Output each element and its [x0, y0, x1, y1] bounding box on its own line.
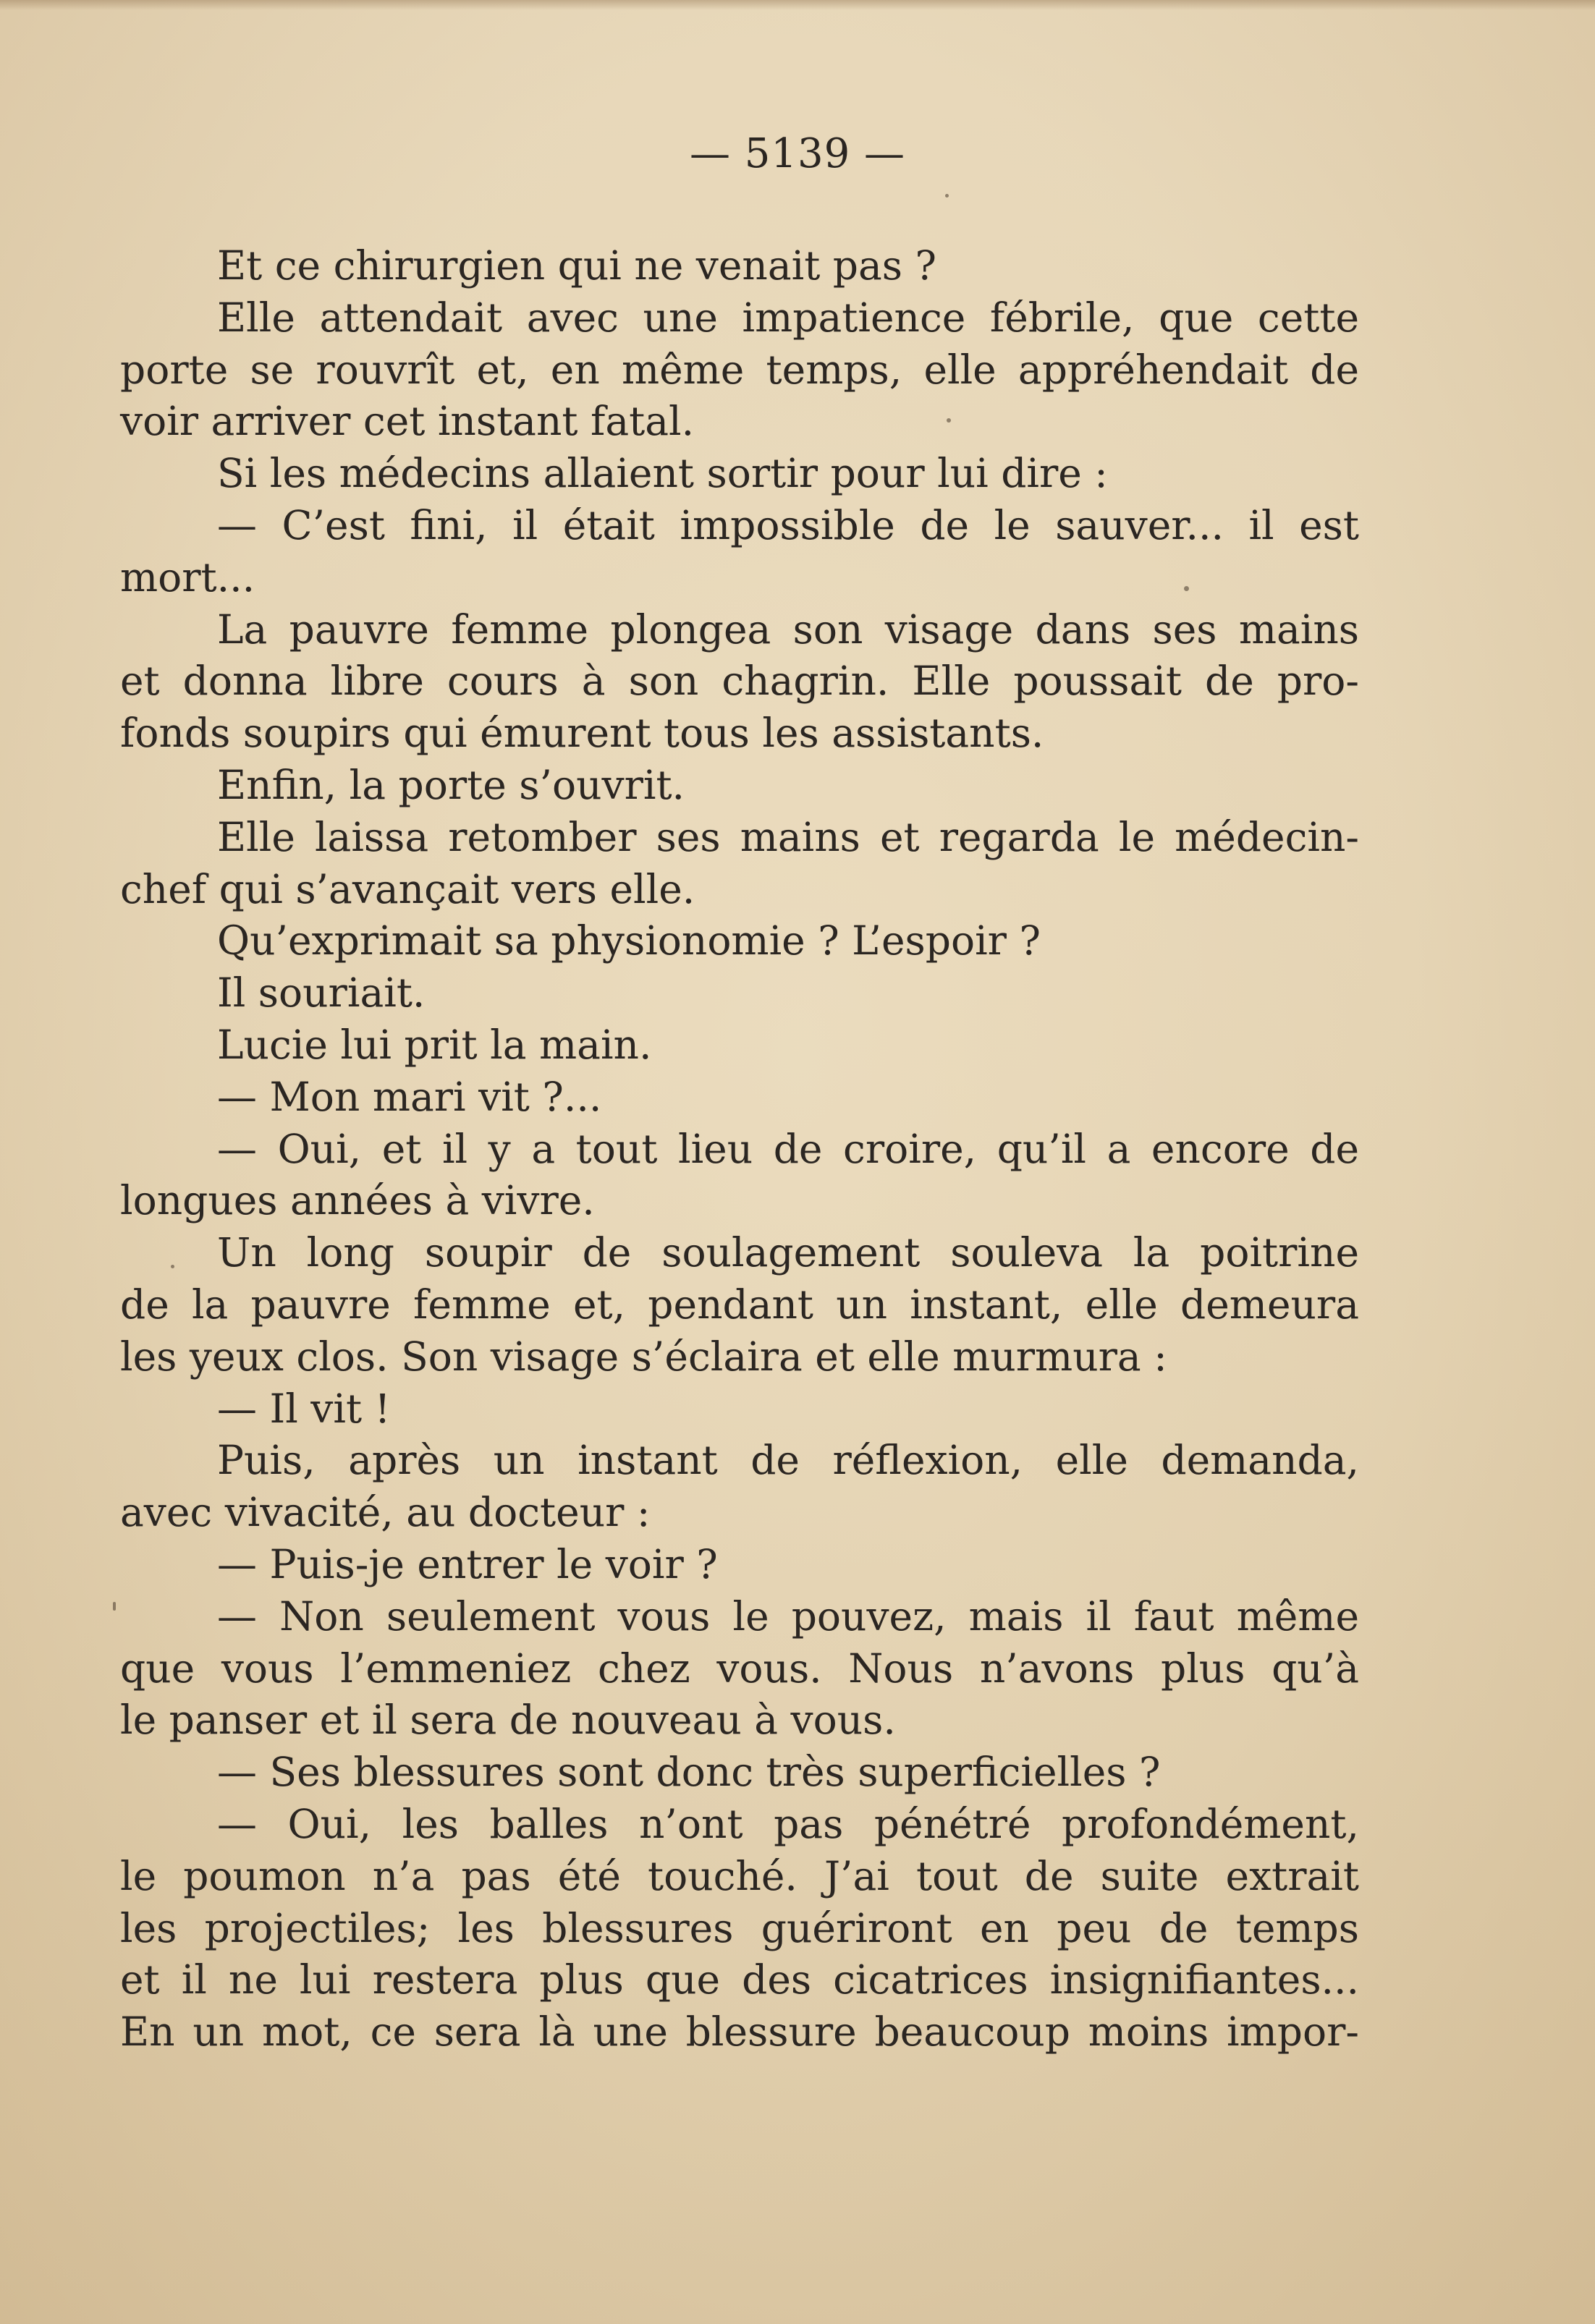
text-line: que vous l’emmeniez chez vous. Nous n’avons plus qu’à — [120, 1645, 1359, 1692]
text-line: mort... — [120, 554, 255, 601]
page-number: — 5139 — — [689, 130, 906, 177]
body-text — [120, 240, 1359, 2058]
text-line: — Oui, et il y a tout lieu de croire, qu’il a encore de — [217, 1125, 1359, 1172]
page-top-edge — [0, 0, 1595, 10]
text-line: et donna libre cours à son chagrin. Elle poussait de pro- — [120, 658, 1359, 705]
text-line: le panser et il sera de nouveau à vous. — [120, 1697, 896, 1744]
paper-speck — [113, 1602, 116, 1611]
text-line: fonds soupirs qui émurent tous les assistants. — [120, 710, 1044, 757]
text-line: En un mot, ce sera là une blessure beaucoup moins impor- — [120, 2009, 1359, 2056]
text-line: La pauvre femme plongea son visage dans ses mains — [217, 606, 1359, 653]
text-line: porte se rouvrît et, en même temps, elle appréhendait de — [120, 346, 1359, 393]
text-line: voir arriver cet instant fatal. — [120, 398, 695, 445]
text-line: Enfin, la porte s’ouvrit. — [217, 761, 685, 808]
text-line: Si les médecins allaient sortir pour lui dire : — [217, 450, 1108, 497]
text-line: — Non seulement vous le pouvez, mais il faut même — [217, 1593, 1359, 1640]
paper-speck — [171, 1265, 174, 1268]
paper-speck — [1184, 586, 1189, 591]
text-line: avec vivacité, au docteur : — [120, 1489, 651, 1536]
text-line: Et ce chirurgien qui ne venait pas ? — [217, 242, 937, 289]
paper-speck — [945, 194, 949, 198]
text-line: — Oui, les balles n’ont pas pénétré profondément, — [217, 1800, 1359, 1847]
text-line: Lucie lui prit la main. — [217, 1021, 652, 1068]
text-line: Puis, après un instant de réflexion, elle demanda, — [217, 1437, 1359, 1484]
text-line: — Puis-je entrer le voir ? — [217, 1540, 718, 1587]
text-line: les yeux clos. Son visage s’éclaira et elle murmura : — [120, 1333, 1167, 1380]
text-line: le poumon n’a pas été touché. J’ai tout de suite extrait — [120, 1852, 1359, 1899]
text-line: chef qui s’avançait vers elle. — [120, 865, 695, 912]
text-line: Qu’exprimait sa physionomie ? L’espoir ? — [217, 917, 1041, 964]
text-line: de la pauvre femme et, pendant un instant, elle demeura — [120, 1281, 1359, 1328]
text-line: — Ses blessures sont donc très superficielles ? — [217, 1749, 1161, 1796]
text-line: et il ne lui restera plus que des cicatrices insignifiantes... — [120, 1956, 1359, 2003]
text-line: — Mon mari vit ?... — [217, 1073, 602, 1120]
text-line: Un long soupir de soulagement souleva la poitrine — [217, 1229, 1359, 1276]
text-line: les projectiles; les blessures guériront en peu de temps — [120, 1904, 1359, 1951]
text-line: Il souriait. — [217, 970, 426, 1017]
paper-speck — [947, 418, 951, 423]
text-line: — Il vit ! — [217, 1385, 391, 1432]
text-line: — C’est fini, il était impossible de le sauver... il est — [217, 501, 1359, 548]
text-line: Elle laissa retomber ses mains et regarda le médecin- — [217, 813, 1359, 860]
text-line: Elle attendait avec une impatience fébrile, que cette — [217, 294, 1359, 341]
text-line: longues années à vivre. — [120, 1177, 595, 1224]
